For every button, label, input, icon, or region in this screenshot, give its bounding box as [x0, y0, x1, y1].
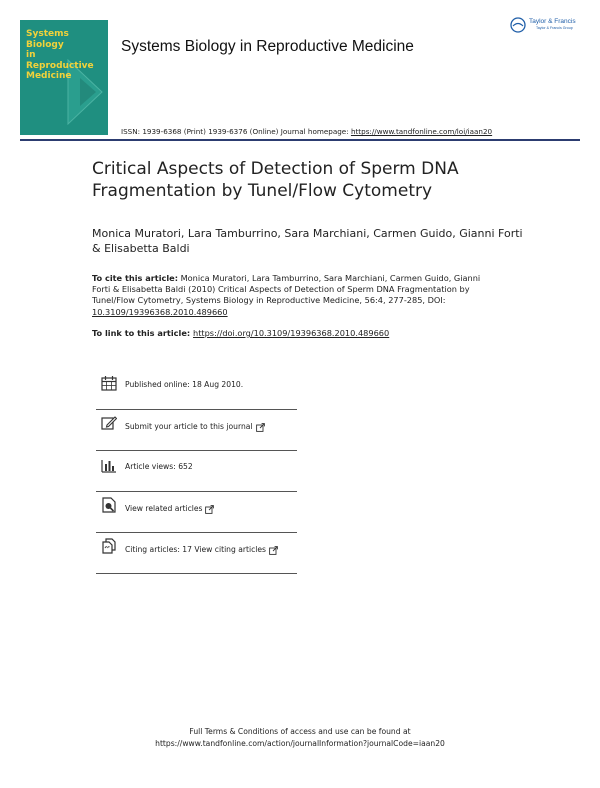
published-text: Published online: 18 Aug 2010.	[125, 380, 244, 389]
cite-doi-link[interactable]: 10.3109/19396368.2010.489660	[92, 306, 228, 317]
citing-articles-icon	[101, 538, 117, 554]
journal-cover	[20, 20, 108, 135]
cite-label: To cite this article:	[92, 273, 178, 283]
article-authors: Monica Muratori, Lara Tamburrino, Sara Marchiani, Carmen Guido, Gianni Forti & Elisabetta Baldi	[92, 227, 523, 255]
journal-homepage-link[interactable]: https://www.tandfonline.com/loi/iaan20	[350, 127, 493, 136]
terms-url[interactable]: https://www.tandfonline.com/action/journalInformation?journalCode=iaan20	[155, 739, 445, 748]
views-text: Article views: 652	[125, 462, 193, 471]
terms-footer	[100, 726, 500, 750]
cover-title: Systems Biology in Reproductive Medicine	[26, 29, 94, 81]
external-link-icon	[205, 505, 214, 514]
publisher-logo-icon	[510, 17, 526, 33]
submit-row[interactable]	[96, 410, 297, 451]
article-link-line	[92, 328, 389, 338]
submit-text: Submit your article to this journal	[125, 422, 265, 432]
external-link-icon	[269, 546, 278, 555]
citation	[92, 273, 492, 318]
journal-name[interactable]: Systems Biology in Reproductive Medicine	[121, 38, 414, 55]
link-label: To link to this article:	[92, 328, 193, 338]
publisher-logo[interactable]: Taylor & Francis Taylor & Francis Group	[510, 17, 582, 37]
terms-line: Full Terms & Conditions of access and use can be found at	[189, 727, 411, 736]
citing-row[interactable]	[96, 533, 297, 574]
document-search-icon	[101, 497, 117, 513]
calendar-icon	[101, 375, 117, 391]
header-divider	[20, 139, 580, 141]
issn-line: ISSN: 1939-6368 (Print) 1939-6376 (Online) Journal homepage: https://www.tandfonline.com/loi/iaan20	[121, 127, 493, 136]
published-row	[96, 369, 297, 410]
views-row	[96, 451, 297, 492]
edit-icon	[101, 415, 117, 431]
article-doi-link[interactable]: https://doi.org/10.3109/19396368.2010.489660	[193, 328, 390, 338]
external-link-icon	[256, 423, 265, 432]
cite-text: Monica Muratori, Lara Tamburrino, Sara Marchiani, Carmen Guido, Gianni Forti & Elisabetta Baldi (2010) Critical Aspects of Detection of Sperm DNA Fragmentation by Tunel/Flow Cytometry, Systems Biology in Reproductive Medicine, 56:4, 277-285, DOI:	[92, 273, 481, 306]
article-title: Critical Aspects of Detection of Sperm DNA Fragmentation by Tunel/Flow Cytometry	[92, 159, 459, 201]
citing-text: Citing articles: 17 View citing articles	[125, 545, 278, 555]
related-text: View related articles	[125, 504, 214, 514]
bar-chart-icon	[101, 457, 117, 473]
related-row[interactable]	[96, 492, 297, 533]
